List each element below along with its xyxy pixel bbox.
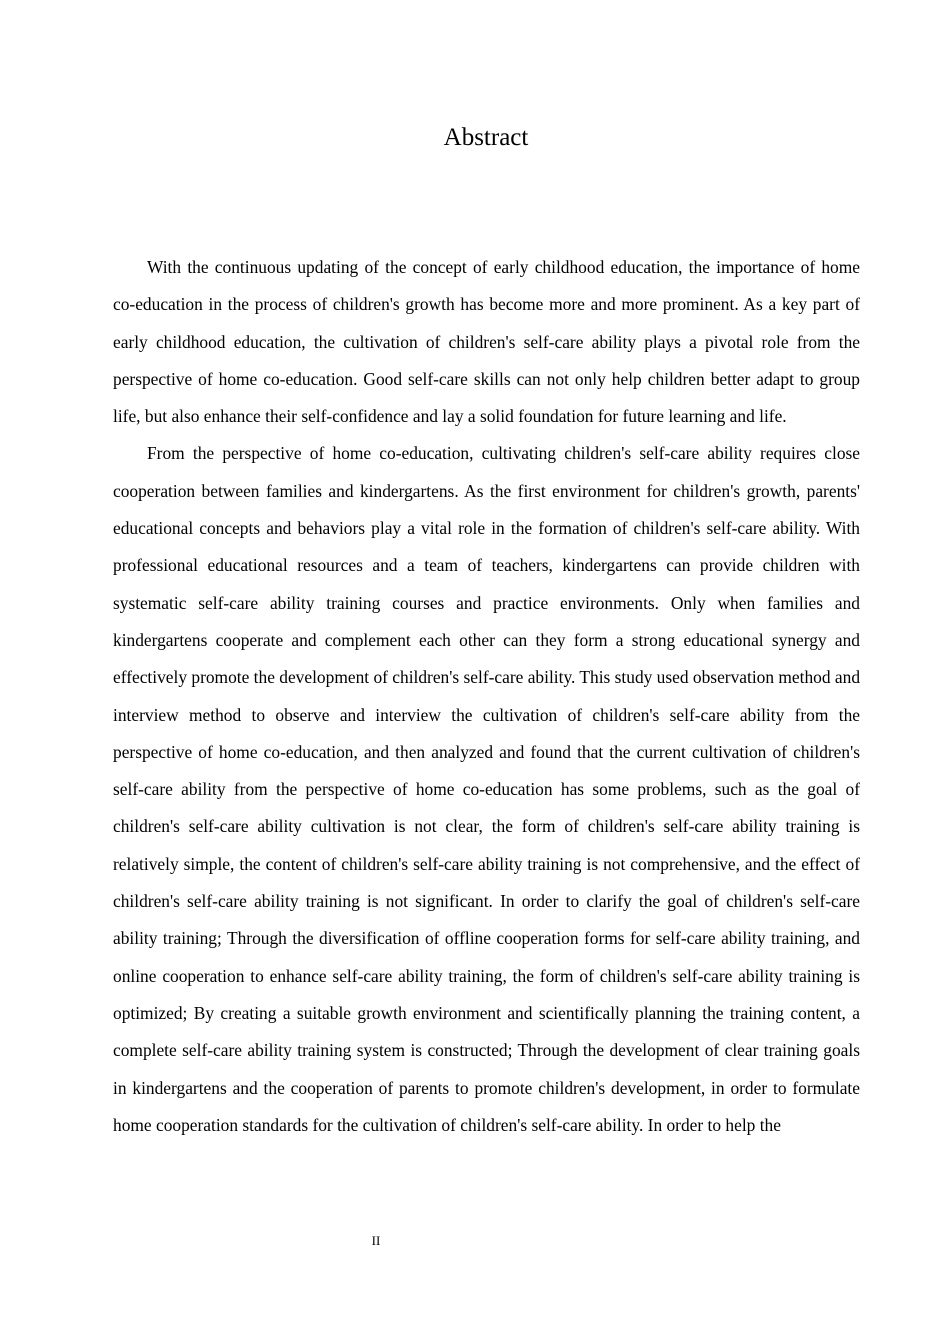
abstract-body [113, 249, 860, 1218]
paragraph-1: With the continuous updating of the concept of early childhood education, the importance of home co-education in the process of children's growth has become more and more prominent. As a key part of early childhood education, the cultivation of children's self-care ability plays a pivotal role from the perspective of home co-education. Good self-care skills can not only help children better adapt to group life, but also enhance their self-confidence and lay a solid foundation for future learning and life. [113, 257, 860, 427]
page-number: II [371, 1233, 381, 1248]
paragraph-2: From the perspective of home co-education, cultivating children's self-care ability requires close cooperation between families and kindergartens. As the first environment for children's growth, parents' educational concepts and behaviors play a vital role in the formation of children's self-care ability. With professional educational resources and a team of teachers, kindergartens can provide children with systematic self-care ability training courses and practice environments. Only when families and kindergartens cooperate and complement each other can they form a strong educational synergy and effectively promote the development of children's self-care ability. This study used observation method and interview method to observe and interview the cultivation of children's self-care ability from the perspective of home co-education, and then analyzed and found that the current cultivation of children's self-care ability from the perspective of home co-education has some problems, such as the goal of children's self-care ability cultivation is not clear, the form of children's self-care ability training is relatively simple, the content of children's self-care ability training is not comprehensive, and the effect of children's self-care ability training is not significant. In order to clarify the goal of children's self-care ability training; Through the diversification of offline cooperation forms for self-care ability training, and online cooperation to enhance self-care ability training, the form of children's self-care ability training is optimized; By creating a suitable growth environment and scientifically planning the training content, a complete self-care ability training system is constructed; Through the development of clear training goals in kindergartens and the cooperation of parents to promote children's development, in order to formulate home cooperation standards for the cultivation of children's self-care ability. In order to help the [113, 443, 860, 1135]
page-title: Abstract [443, 124, 529, 151]
